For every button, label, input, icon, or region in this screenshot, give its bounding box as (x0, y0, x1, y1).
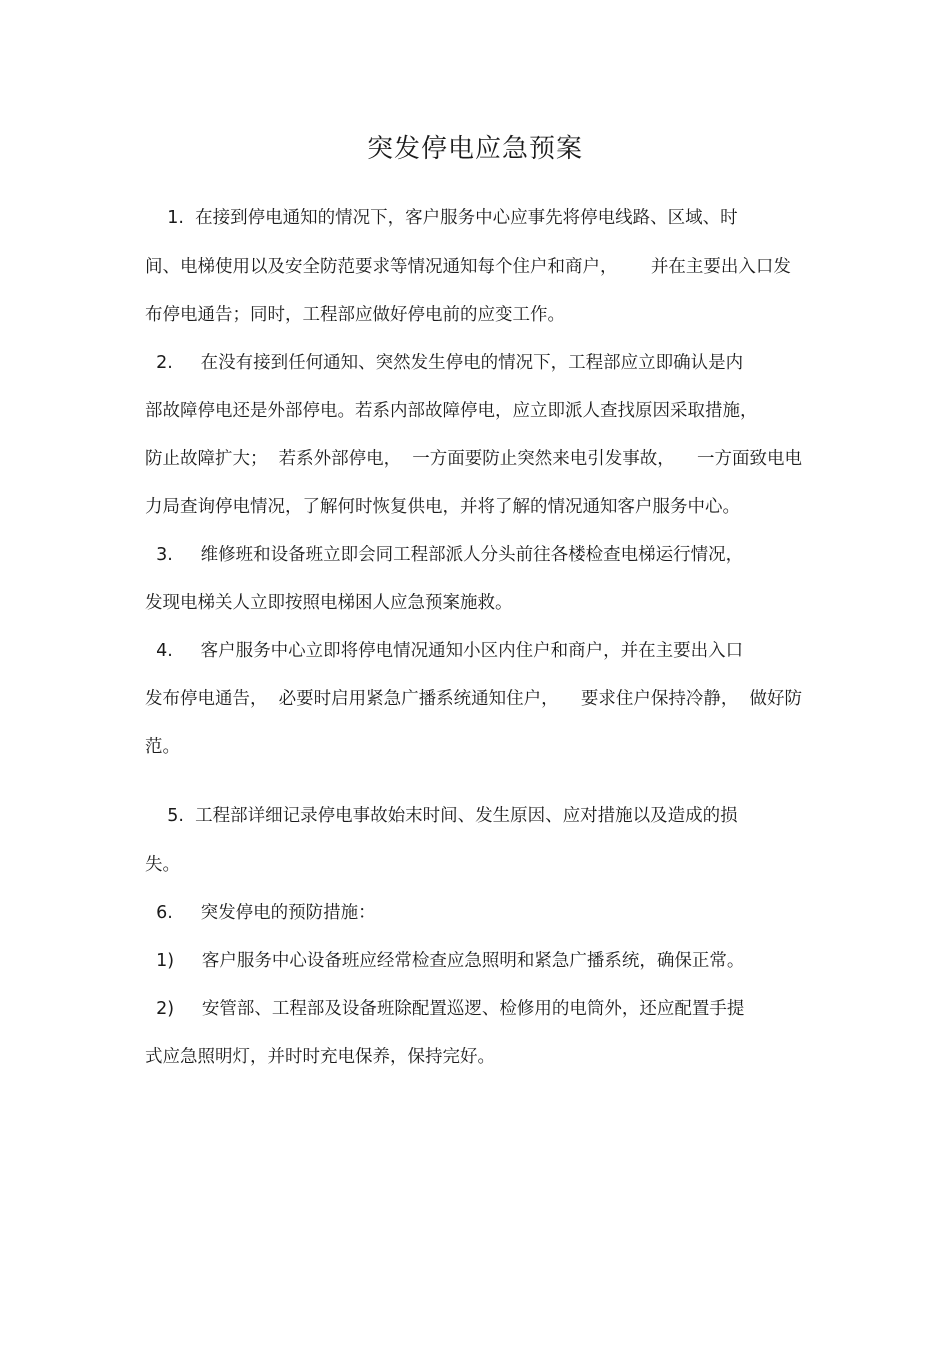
paragraph-line-16: 1) 客户服务中心设备班应经常检查应急照明和紧急广播系统，确保正常。 (145, 951, 745, 971)
paragraph-line-11: 发布停电通告， 必要时启用紧急广播系统通知住户， 要求住户保持冷静， 做好防 (145, 689, 802, 709)
paragraph-line-12: 范。 (145, 737, 180, 757)
paragraph-line-15: 6. 突发停电的预防措施： (145, 903, 376, 923)
paragraph-line-2: 间、电梯使用以及安全防范要求等情况通知每个住户和商户， 并在主要出入口发 (145, 257, 791, 277)
paragraph-line-6: 防止故障扩大； 若系外部停电， 一方面要防止突然来电引发事故， 一方面致电电 (145, 449, 802, 469)
paragraph-line-17: 2) 安管部、工程部及设备班除配置巡逻、检修用的电筒外，还应配置手提 (145, 999, 745, 1019)
paragraph-line-9: 发现电梯关人立即按照电梯困人应急预案施救。 (145, 593, 513, 613)
paragraph-line-3: 布停电通告；同时，工程部应做好停电前的应变工作。 (145, 305, 565, 325)
paragraph-line-5: 部故障停电还是外部停电。若系内部故障停电，应立即派人查找原因采取措施， (145, 401, 758, 421)
paragraph-line-18: 式应急照明灯，并时时充电保养，保持完好。 (145, 1047, 495, 1067)
page-title: 突发停电应急预案 (366, 134, 583, 164)
paragraph-line-1: 1. 在接到停电通知的情况下，客户服务中心应事先将停电线路、区域、时 (145, 208, 738, 228)
paragraph-line-7: 力局查询停电情况，了解何时恢复供电，并将了解的情况通知客户服务中心。 (145, 497, 740, 517)
paragraph-line-4: 2. 在没有接到任何通知、突然发生停电的情况下，工程部应立即确认是内 (145, 353, 744, 373)
paragraph-line-13: 5. 工程部详细记录停电事故始末时间、发生原因、应对措施以及造成的损 (145, 806, 738, 826)
paragraph-line-8: 3. 维修班和设备班立即会同工程部派人分头前往各楼检查电梯运行情况， (145, 545, 744, 565)
paragraph-line-10: 4. 客户服务中心立即将停电情况通知小区内住户和商户，并在主要出入口 (145, 641, 744, 661)
paragraph-line-14: 失。 (145, 855, 180, 875)
